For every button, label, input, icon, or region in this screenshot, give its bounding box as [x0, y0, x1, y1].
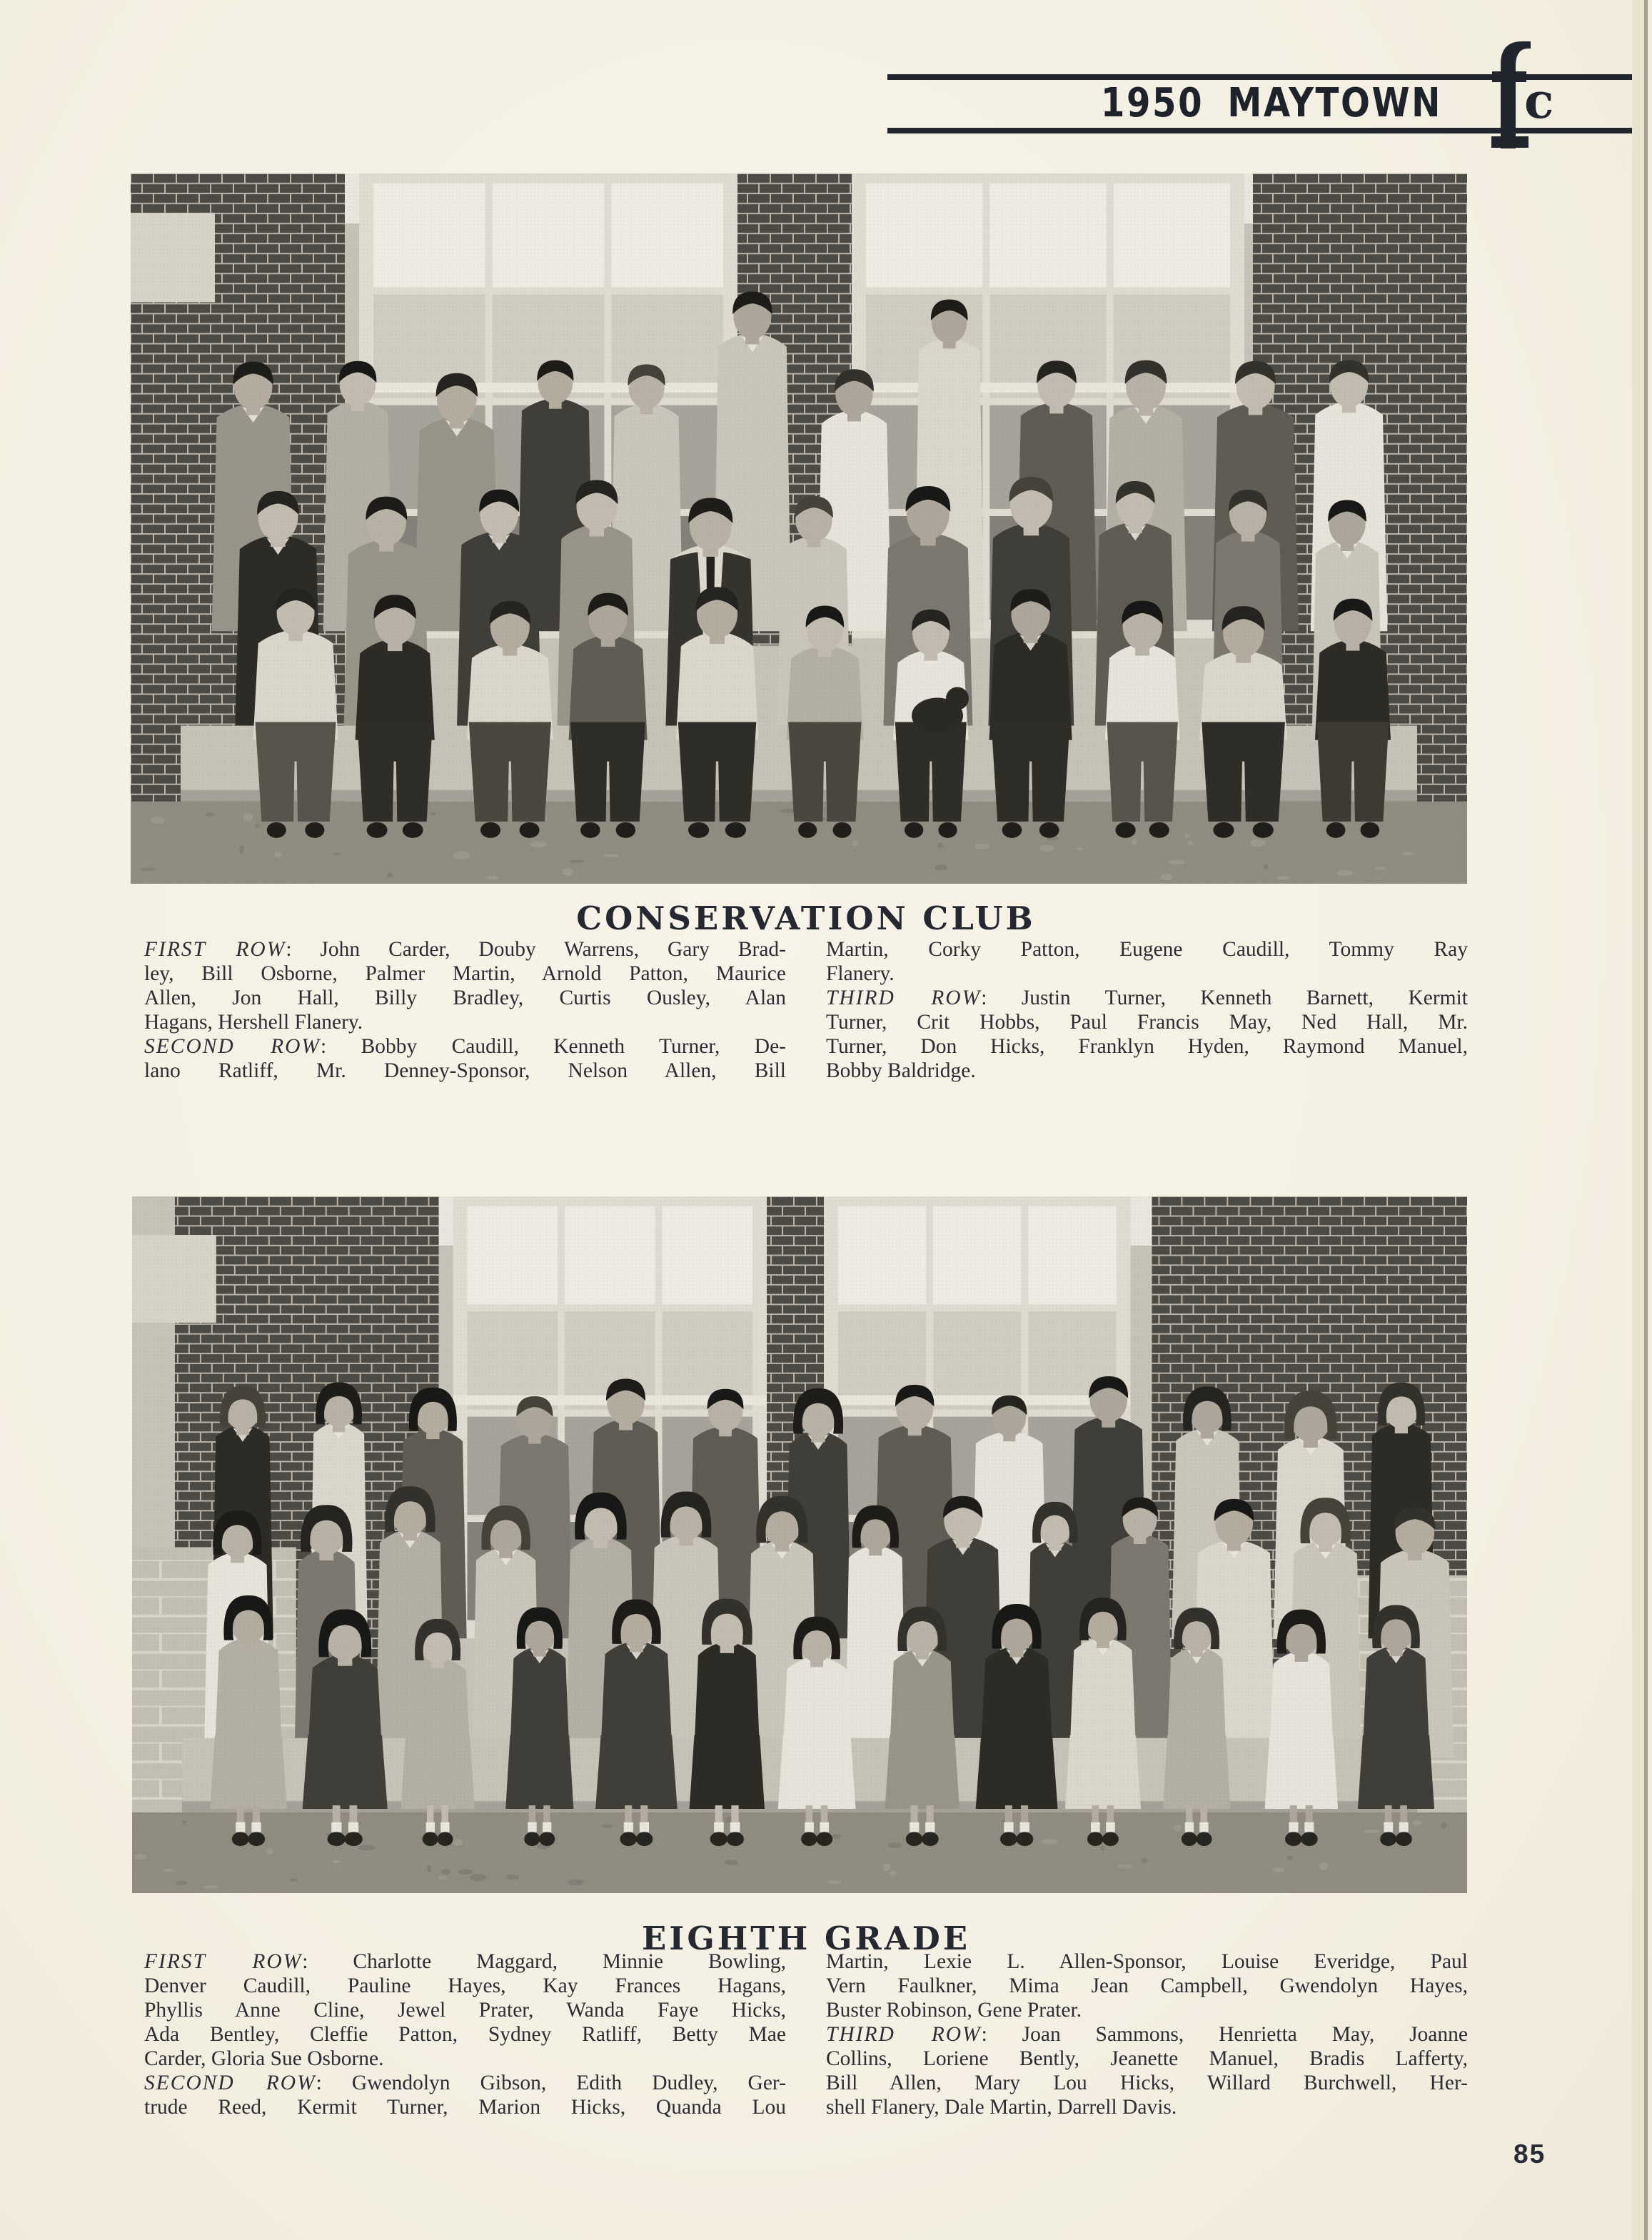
- conservation-club-photo: [131, 173, 1467, 884]
- caption-line: [826, 1998, 1468, 2022]
- caption-text: Flanery.: [826, 962, 895, 985]
- caption-line: [144, 2022, 786, 2047]
- caption-conservation-club: [144, 937, 1468, 1083]
- caption-line: [144, 962, 786, 986]
- caption-line: [826, 962, 1468, 986]
- caption-line: [826, 1949, 1468, 1974]
- caption-text: : Charlotte Maggard, Minnie Bowling,: [302, 1950, 786, 1973]
- caption-text: : Joan Sammons, Henrietta May, Joanne: [981, 2023, 1468, 2046]
- caption-line: [826, 2022, 1468, 2047]
- caption-column-left: [144, 1949, 786, 2119]
- caption-text: Martin, Lexie L. Allen-Sponsor, Louise Everidge, Paul: [826, 1950, 1468, 1973]
- section-title-conservation-club: CONSERVATION CLUB: [576, 899, 1036, 937]
- caption-line: [144, 2095, 786, 2119]
- caption-text: Bobby Baldridge.: [826, 1059, 976, 1082]
- caption-text: Martin, Corky Patton, Eugene Caudill, Tommy Ray: [826, 938, 1468, 961]
- caption-line: [144, 2047, 786, 2071]
- page-edge-shading: [1632, 0, 1644, 2240]
- caption-text: trude Reed, Kermit Turner, Marion Hicks, Quanda Lou: [144, 2096, 786, 2119]
- caption-text: Collins, Loriene Bently, Jeanette Manuel, Bradis Lafferty,: [826, 2047, 1468, 2070]
- caption-line: [144, 1010, 786, 1034]
- caption-text: lano Ratliff, Mr. Denney-Sponsor, Nelson Allen, Bill: [144, 1059, 786, 1082]
- row-label: FIRST ROW: [144, 1950, 303, 1973]
- caption-text: Allen, Jon Hall, Billy Bradley, Curtis Ousley, Alan: [144, 987, 786, 1009]
- caption-line: [144, 1034, 786, 1059]
- logo-c-glyph: c: [1524, 73, 1554, 130]
- caption-eighth-grade: [144, 1949, 1468, 2119]
- caption-line: [826, 1034, 1468, 1059]
- header-title: 1950 MAYTOWN: [1100, 80, 1442, 126]
- row-label: THIRD ROW: [826, 2023, 982, 2046]
- eighth-grade-photo: [132, 1196, 1467, 1893]
- caption-text: : Justin Turner, Kenneth Barnett, Kermit: [981, 987, 1468, 1009]
- row-label: THIRD ROW: [826, 987, 982, 1009]
- caption-text: Bill Allen, Mary Lou Hicks, Willard Burchwell, Her-: [826, 2072, 1468, 2094]
- caption-text: Turner, Crit Hobbs, Paul Francis May, Ned Hall, Mr.: [826, 1011, 1468, 1034]
- caption-text: Hagans, Hershell Flanery.: [144, 1011, 363, 1034]
- caption-line: [826, 937, 1468, 962]
- caption-text: Denver Caudill, Pauline Hayes, Kay Frances Hagans,: [144, 1974, 786, 1997]
- caption-line: [826, 2047, 1468, 2071]
- caption-line: [144, 1974, 786, 1998]
- caption-text: shell Flanery, Dale Martin, Darrell Davis.: [826, 2096, 1177, 2119]
- row-label: SECOND ROW: [144, 1035, 321, 1058]
- caption-text: : Gwendolyn Gibson, Edith Dudley, Ger-: [316, 2072, 786, 2094]
- page-edge-line: [1644, 0, 1648, 2240]
- logo-f-crossbar: [1492, 71, 1526, 82]
- caption-text: : John Carder, Douby Warrens, Gary Brad-: [286, 938, 787, 961]
- caption-line: [144, 1059, 786, 1083]
- caption-line: [826, 986, 1468, 1010]
- caption-text: Ada Bentley, Cleffie Patton, Sydney Ratliff, Betty Mae: [144, 2023, 786, 2046]
- caption-line: [144, 937, 786, 962]
- caption-text: Phyllis Anne Cline, Jewel Prater, Wanda Faye Hicks,: [144, 1999, 786, 2022]
- caption-text: ley, Bill Osborne, Palmer Martin, Arnold Patton, Maurice: [144, 962, 786, 985]
- page-number: 85: [1514, 2139, 1546, 2169]
- caption-text: Carder, Gloria Sue Osborne.: [144, 2047, 384, 2070]
- caption-line: [826, 2095, 1468, 2119]
- caption-text: : Bobby Caudill, Kenneth Turner, De-: [321, 1035, 786, 1058]
- caption-line: [144, 1998, 786, 2022]
- row-label: SECOND ROW: [144, 2072, 316, 2094]
- caption-line: [826, 1974, 1468, 1998]
- caption-column-right: [826, 1949, 1468, 2119]
- caption-text: Vern Faulkner, Mima Jean Campbell, Gwendolyn Hayes,: [826, 1974, 1468, 1997]
- row-label: FIRST ROW: [144, 938, 286, 961]
- caption-line: [144, 2071, 786, 2095]
- logo-f-foot: [1491, 136, 1528, 148]
- section-title-eighth-grade: EIGHTH GRADE: [641, 1919, 971, 1957]
- caption-column-right: [826, 937, 1468, 1083]
- caption-column-left: [144, 937, 786, 1083]
- caption-text: Turner, Don Hicks, Franklyn Hyden, Raymond Manuel,: [826, 1035, 1468, 1058]
- caption-text: Buster Robinson, Gene Prater.: [826, 1999, 1082, 2022]
- publisher-logo: [1484, 27, 1555, 156]
- caption-line: [826, 1010, 1468, 1034]
- caption-line: [144, 1949, 786, 1974]
- caption-line: [144, 986, 786, 1010]
- caption-line: [826, 1059, 1468, 1083]
- caption-line: [826, 2071, 1468, 2095]
